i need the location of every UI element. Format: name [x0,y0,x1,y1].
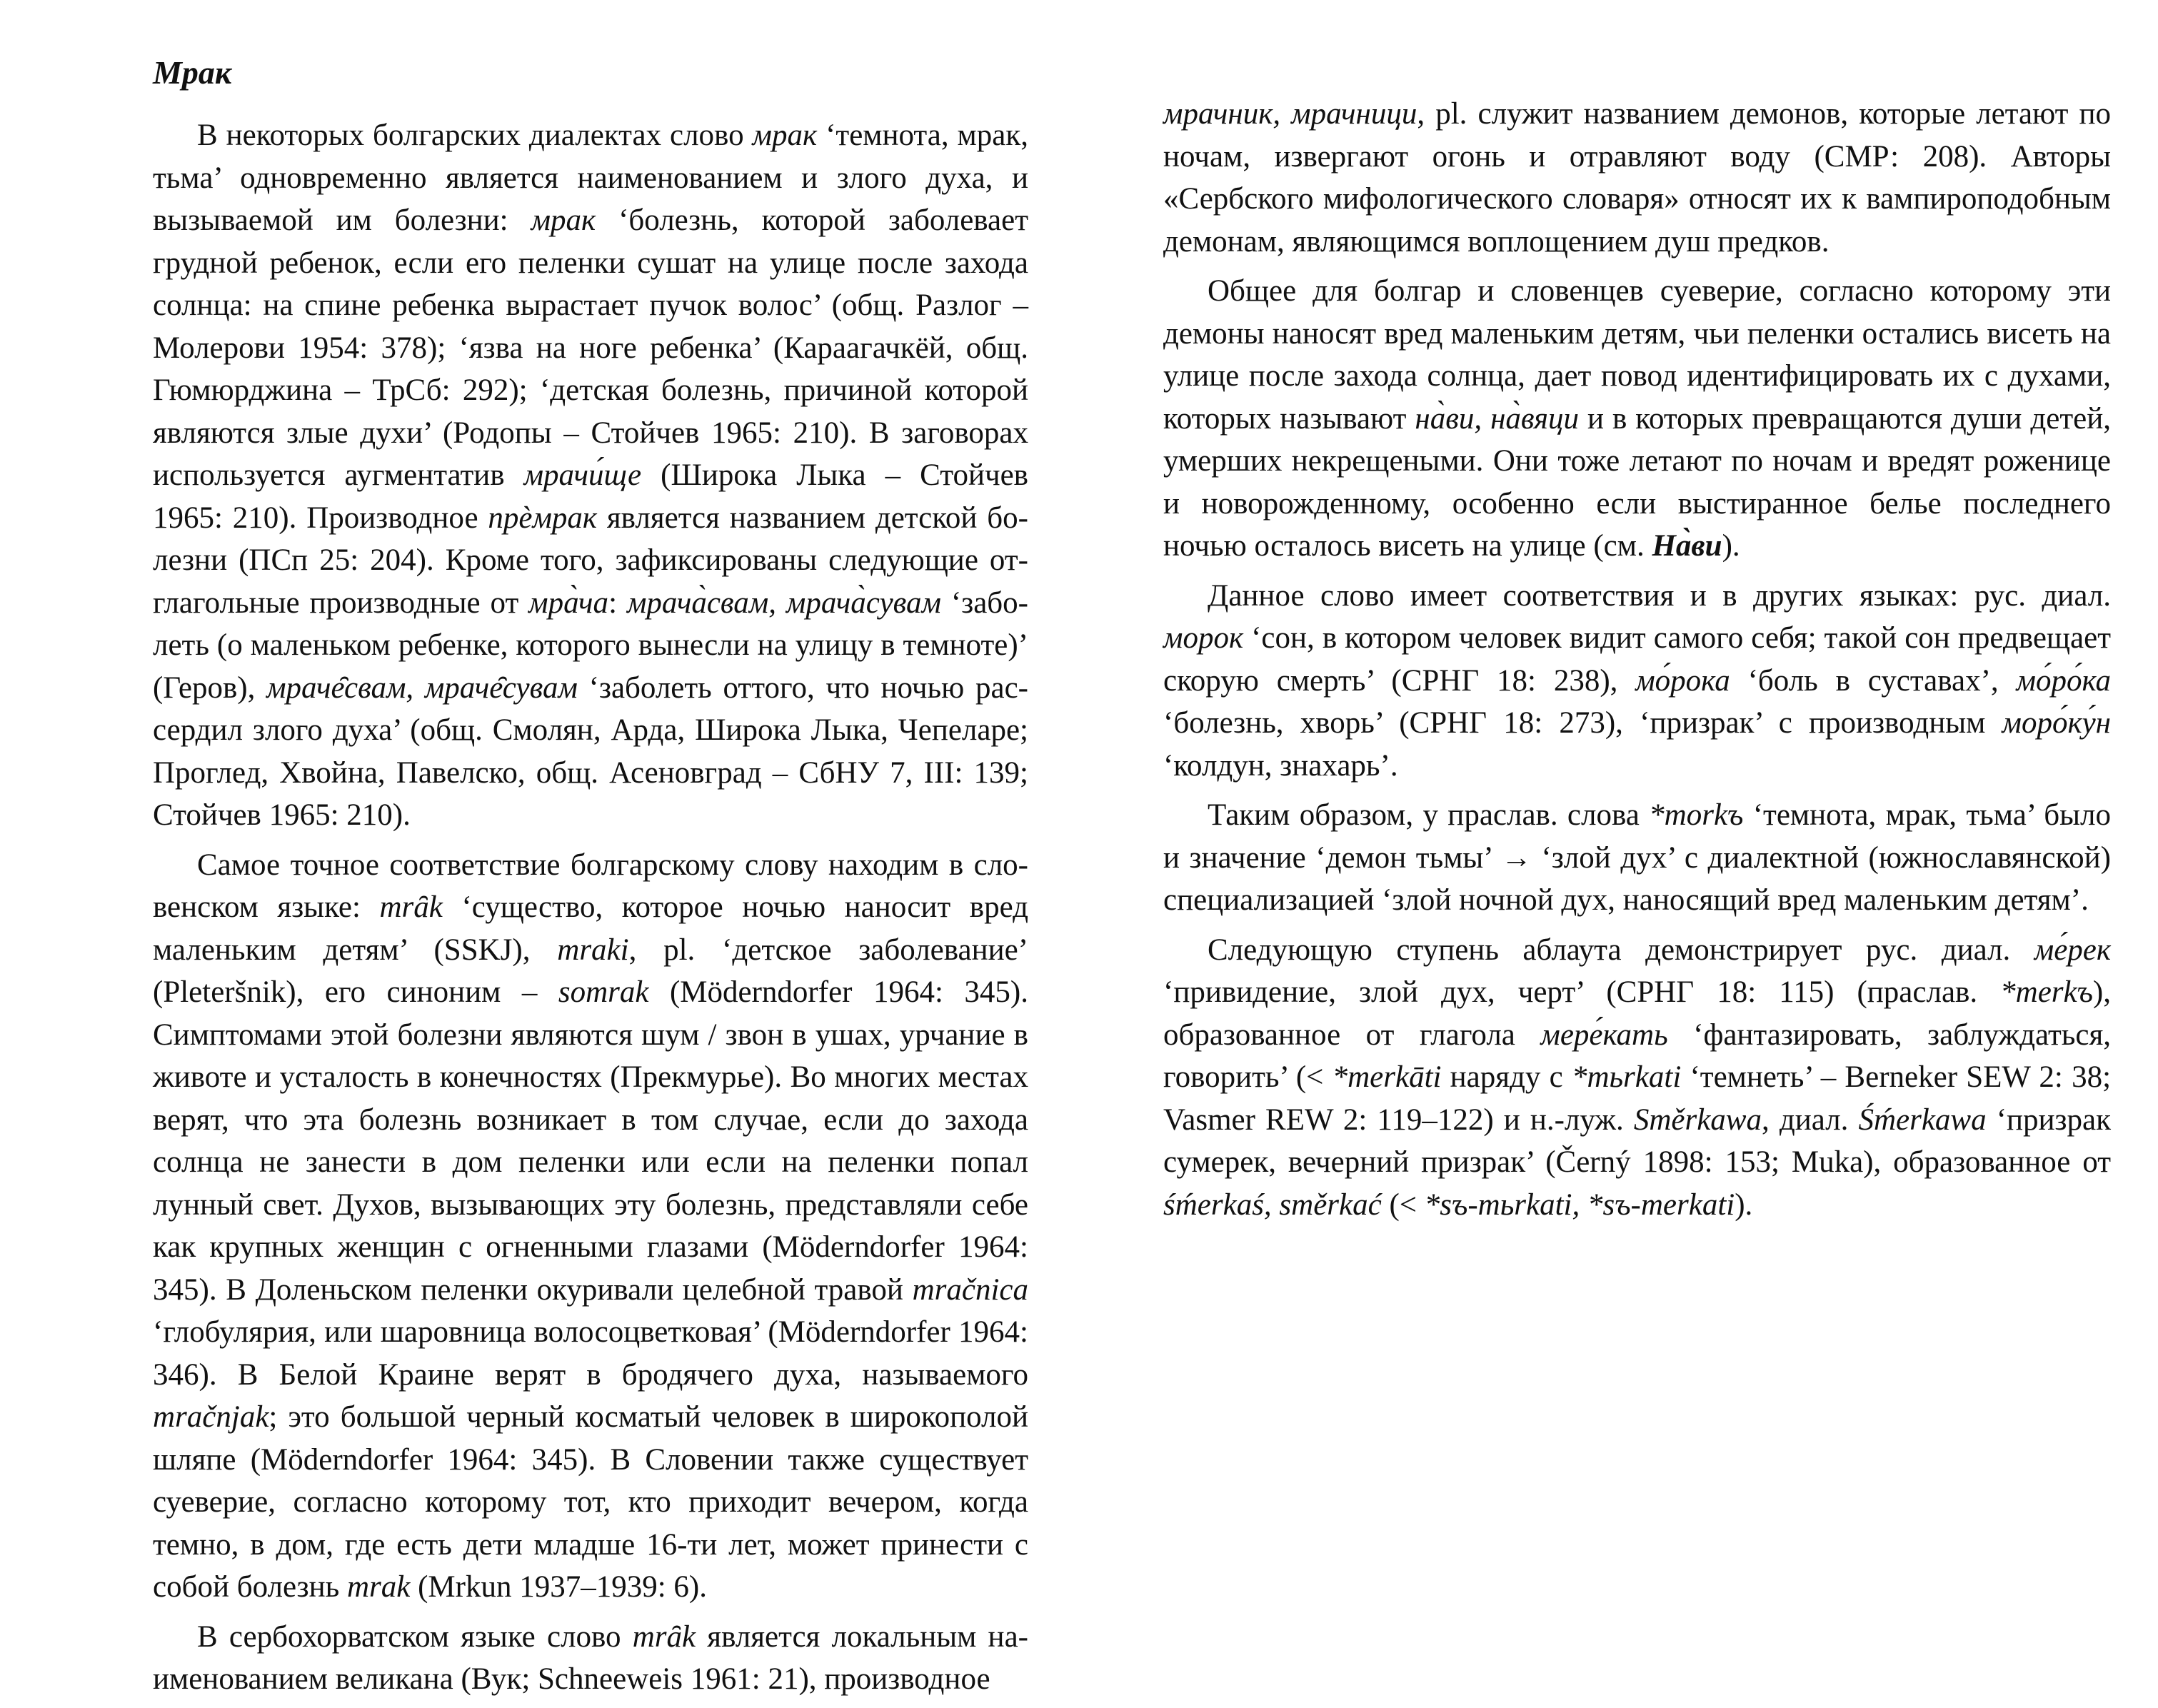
text-run: ; это большой черный косматый человек в широкополой шляпе (Möderndorfer 1964: 345). В Словении также существует суеверие, согласно которому тот, кто приходит вечером, когда темно, в дом, где есть дети младше 16-ти лет, может принести с собой болезнь [153,1400,1028,1604]
emphasized-term: mračnica [912,1272,1028,1307]
emphasized-term: mrȃk [379,890,443,924]
emphasized-term: *merkāti [1332,1060,1442,1094]
emphasized-term: mrak [346,1570,411,1604]
emphasized-term: мрачи́ще [523,458,642,492]
text-run: ‘призрак сумерек, вечерний призрак’ (Černý 1898: 153; Muka), образованное от [1163,1102,2111,1179]
emphasized-term: мо́ро́ка [2016,663,2111,698]
text-run: и в которых превращаются души детей, умерших некрещеными. Они тоже летают по ночам и вредят роженице и новорожденному, особенно если выстиранное белье последнего ночью осталось висеть на улице (см. [1163,401,2112,563]
text-run: ‘сон, в котором человек видит самого себя; такой сон предвещает скорую смерть’ (СРНГ 18: 238), [1163,621,2111,698]
text-run: ‘заболеть (о маленьком ребенке, которого вынесли на улицу в темноте)’ (Геров), [153,586,1028,705]
emphasized-term: прѐмрак [488,501,598,535]
emphasized-term: На̀ви [1652,529,1722,563]
emphasized-term: śḿerkaś, směrkać [1163,1187,1382,1222]
paragraph [153,844,1028,1609]
entry-heading: Мрак [153,54,232,91]
text-run: , диал. [1761,1102,1859,1137]
paragraph [153,1616,1028,1701]
emphasized-term: *mьrkati [1571,1060,1682,1094]
emphasized-term: мраче̑свам, мраче̑сувам [266,670,578,705]
text-run: ‘фантазировать, заблуждаться, говорить’ (< [1163,1018,2112,1094]
text-run: ‘существо, которое ночью наносит вред маленьким детям’ (SSKJ), [153,890,1028,967]
text-run: является названием детской болезни (ПСп 25: 204). Кроме того, зафиксированы следующие отглагольные производные от [153,501,1028,620]
left-paragraphs [153,114,1028,1701]
text-run: ). [1722,529,1740,563]
text-run: наряду с [1441,1060,1572,1094]
text-run: , pl. ‘детское заболевание’ (Pleteršnik), его синоним – [153,933,1028,1009]
text-run: Самое точное соответствие болгарскому слову находим в словенском языке: [153,848,1028,924]
emphasized-term: *merkъ [2000,975,2093,1009]
emphasized-term: мрак [531,204,596,237]
paragraph [153,114,1028,837]
text-run: ‘боль в суставах’, [1730,663,2017,698]
emphasized-term: mraki [557,933,629,967]
right-paragraphs [1163,93,2111,1226]
emphasized-term: мрак [752,119,818,152]
text-run: ‘глобулярия, или шаровница волосоцветковая’ (Möderndorfer 1964: 346). В Белой Краине верят в бродячего духа, называемого [153,1315,1028,1392]
text-run: ‘болезнь, которой заболевает грудной ребенок, если его пеленки сушат на улице после захода солнца: на спине ребенка вырастает пучок волос’ (общ. Разлог – Молерови 1954: 378); ‘язва на ноге ребенка’ (Караагачкёй, общ. Гюмюрджина – ТрСб: 292); ‘детская болезнь, причиной которой являются злые духи’ (Родопы – Стойчев 1965: 210). В заговорах используется аугментатив [153,204,1029,492]
text-run: является локальным наименованием великана (Вук; Schneeweis 1961: 21), производное [153,1619,1028,1696]
text-run: , pl. служит названием демонов, которые летают по ночам, извергают огонь и отравляют воду (СМР: 208). Авторы «Сербского мифологического словаря» относят их к вампироподобным демонам, являющимся воплощением душ предков. [1163,97,2111,258]
emphasized-term: mračnjak [153,1400,269,1434]
text-run: ‘темнеть’ – Berneker SEW 2: 38; Vasmer REW 2: 119–122) и н.-луж. [1163,1060,2112,1137]
emphasized-term: *sъ-mьrkati, *sъ-merkati [1424,1187,1735,1222]
emphasized-term: мра̀ча [528,586,609,620]
emphasized-term: моро́ку́н [2002,706,2111,740]
text-run: ), образованное от глагола [1163,975,2111,1052]
text-run: (Mrkun 1937–1939: 6). [410,1570,707,1604]
text-run: (< [1381,1187,1425,1222]
text-run: Данное слово имеет соответствия и в других языках: рус. диал. [1208,578,2111,613]
emphasized-term: mrȃk [632,1619,696,1654]
text-run: Общее для болгар и словенцев суеверие, согласно которому эти демоны наносят вред маленьким детям, чьи пеленки остались висеть на улице после захода солнца, дает повод идентифицировать их с духами, которых называют [1163,274,2111,436]
text-run: Следующую ступень аблаута демонстрирует рус. диал. [1208,933,2034,967]
text-run: (Широка Лыка – Стойчев 1965: 210). Производное [153,458,1028,535]
text-run: ‘темнота, мрак, тьма’ было и значение ‘демон тьмы’ → ‘злой дух’ с диалектной (южнославянской) специализацией ‘злой ночной дух, наносящий вред маленьким детям’. [1163,798,2111,917]
left-page-column [153,51,1028,1708]
emphasized-term: somrak [558,975,649,1009]
text-run: : [608,586,627,620]
text-run: Таким образом, у праслав. слова [1208,798,1650,832]
emphasized-term: Śḿerkawa [1858,1102,1987,1137]
paragraph [1163,93,2111,263]
text-run: ‘заболеть оттого, что ночью рассердил злого духа’ (общ. Смолян, Арда, Широка Лыка, Чепеларе; Проглед, Хвойна, Павелско, общ. Асеновград – СбНУ 7, III: 139; Стойчев 1965: 210). [153,670,1028,832]
emphasized-term: мо́рока [1635,663,1730,698]
emphasized-term: мрачник, мрачници [1163,97,1417,131]
paragraph [1163,929,2111,1227]
emphasized-term: мрача̀свам, мрача̀сувам [626,586,941,620]
text-run: ). [1735,1187,1753,1222]
emphasized-term: мере́кать [1540,1018,1668,1052]
text-run: ‘привидение, злой дух, черт’ (СРНГ 18: 115) (праслав. [1163,975,2001,1009]
emphasized-term: морок [1163,621,1244,655]
text-run: ‘болезнь, хворь’ (СРНГ 18: 273), ‘призрак’ с производным [1163,706,2002,740]
emphasized-term: ме́рек [2034,933,2111,967]
text-run: (Möderndorfer 1964: 345). Симптомами этой болезни являются шум / звон в ушах, урчание в животе и усталость в конечностях (Прекмурье). Во многих местах верят, что эта болезнь возникает в том случае, если до захода солнца не занести в дом пеленки или если на пеленки попал лунный свет. Духов, вызывающих эту болезнь, представляли себе как крупных женщин с огненными глазами (Möderndorfer 1964: 345). В Доленьском пеленки окуривали целебной травой [153,975,1028,1307]
text-run: В сербохорватском языке слово [197,1619,633,1654]
emphasized-term: на̀ви, на̀вяци [1415,401,1580,436]
text-run: В некоторых болгарских диалектах слово [197,119,753,152]
emphasized-term: *morkъ [1649,798,1744,832]
text-run: ‘темнота, мрак, тьма’ одновременно является наименованием и злого духа, и вызываемой им болезни: [153,119,1028,237]
text-run: ‘колдун, знахарь’. [1163,748,1398,783]
emphasized-term: Směrkawa [1633,1102,1762,1137]
paragraph [1163,794,2111,922]
paragraph [1163,575,2111,788]
right-page-column [1163,93,2111,1233]
paragraph [1163,270,2111,568]
